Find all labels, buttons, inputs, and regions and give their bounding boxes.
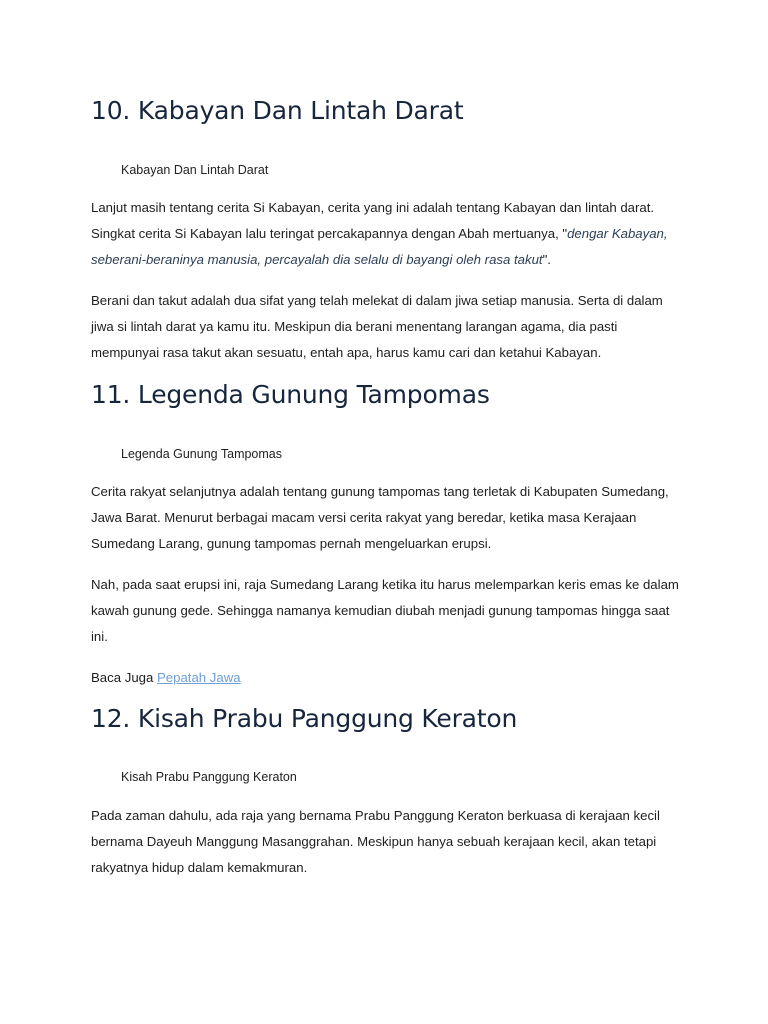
section-11-paragraph-1 bbox=[91, 479, 691, 557]
section-12-paragraph-1 bbox=[91, 803, 691, 881]
text-line: Jawa Barat. Menurut berbagai macam versi cerita rakyat yang beredar, ketika masa Kerajaan bbox=[91, 510, 637, 525]
pepatah-jawa-link[interactable]: Pepatah Jawa bbox=[157, 670, 241, 685]
section-10-image-caption: Kabayan Dan Lintah Darat bbox=[121, 163, 269, 177]
section-10-paragraph-1 bbox=[91, 195, 691, 273]
text-line: Sumedang Larang, gunung tampomas pernah mengeluarkan erupsi. bbox=[91, 536, 492, 551]
text-line bbox=[91, 221, 691, 247]
section-10-paragraph-2 bbox=[91, 288, 691, 366]
text-line bbox=[91, 665, 691, 691]
section-11-heading: 11. Legenda Gunung Tampomas bbox=[91, 380, 490, 409]
text-line: Nah, pada saat erupsi ini, raja Sumedang Larang ketika itu harus melemparkan keris emas ke dalam bbox=[91, 577, 679, 592]
baca-juga-line bbox=[91, 665, 691, 691]
section-12-heading: 12. Kisah Prabu Panggung Keraton bbox=[91, 704, 518, 733]
text-line: jiwa si lintah darat ya kamu itu. Meskipun dia berani menentang larangan agama, dia pasti bbox=[91, 319, 618, 334]
section-10-heading: 10. Kabayan Dan Lintah Darat bbox=[91, 96, 464, 125]
text-line: Cerita rakyat selanjutnya adalah tentang gunung tampomas tang terletak di Kabupaten Sumedang, bbox=[91, 484, 669, 499]
text-line: bernama Dayeuh Manggung Masanggrahan. Meskipun hanya sebuah kerajaan kecil, akan tetapi bbox=[91, 834, 657, 849]
text-line: ini. bbox=[91, 629, 108, 644]
text-run: ". bbox=[542, 252, 551, 267]
text-line: mempunyai rasa takut akan sesuatu, entah apa, harus kamu cari dan ketahui Kabayan. bbox=[91, 345, 602, 360]
text-run: Singkat cerita Si Kabayan lalu teringat percakapannya dengan Abah mertuanya, " bbox=[91, 226, 568, 241]
text-line: Berani dan takut adalah dua sifat yang telah melekat di dalam jiwa setiap manusia. Serta di dalam bbox=[91, 293, 663, 308]
text-line: kawah gunung gede. Sehingga namanya kemudian diubah menjadi gunung tampomas hingga saat bbox=[91, 603, 670, 618]
quote-text: seberani-beraninya manusia, percayalah dia selalu di bayangi oleh rasa takut bbox=[91, 252, 543, 267]
text-line: rakyatnya hidup dalam kemakmuran. bbox=[91, 860, 308, 875]
baca-juga-label: Baca Juga bbox=[91, 670, 154, 685]
text-line: Pada zaman dahulu, ada raja yang bernama Prabu Panggung Keraton berkuasa di kerajaan kecil bbox=[91, 808, 660, 823]
text-line bbox=[91, 247, 691, 273]
text-line: Lanjut masih tentang cerita Si Kabayan, cerita yang ini adalah tentang Kabayan dan lintah darat. bbox=[91, 200, 655, 215]
section-12-image-caption: Kisah Prabu Panggung Keraton bbox=[121, 770, 297, 784]
section-11-paragraph-2 bbox=[91, 572, 691, 650]
section-11-image-caption: Legenda Gunung Tampomas bbox=[121, 447, 282, 461]
quote-text: dengar Kabayan, bbox=[567, 226, 668, 241]
